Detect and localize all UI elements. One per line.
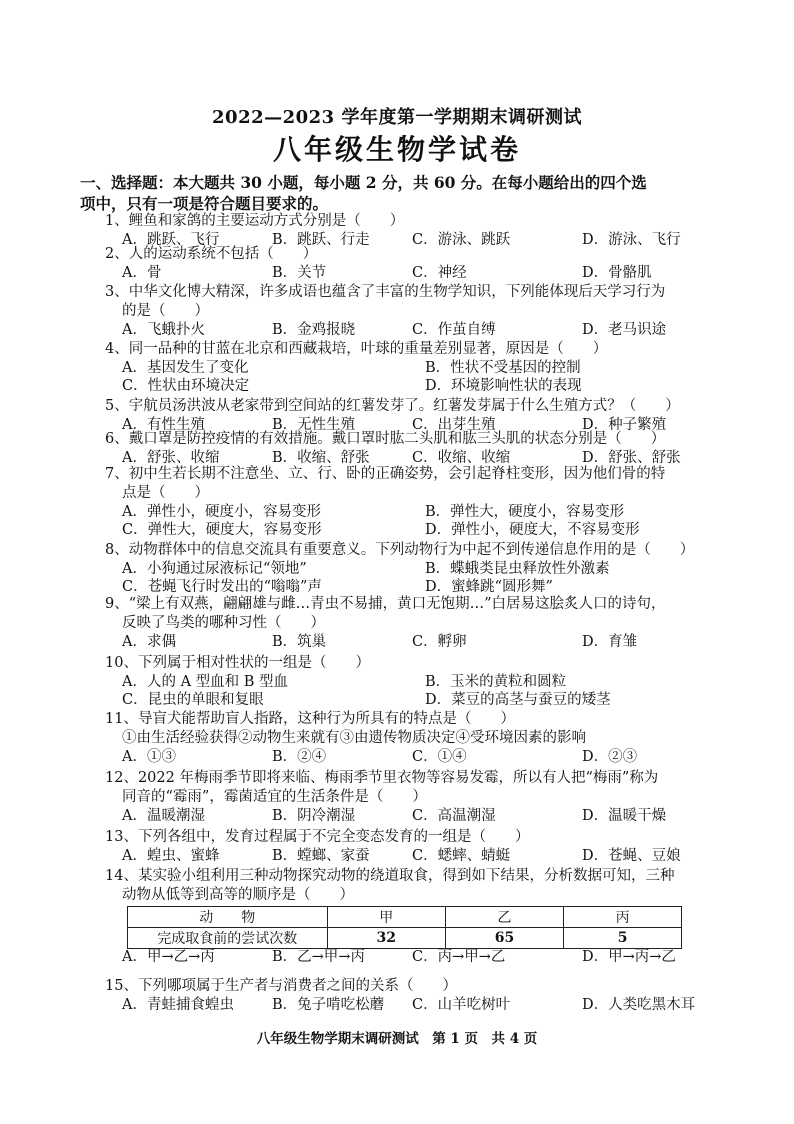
question-9-option[interactable]: A．求偶 bbox=[122, 634, 176, 650]
section-intro-line-2: 项中，只有一项是符合题目要求的。 bbox=[80, 194, 329, 213]
question-12-stem-line: 12、2022 年梅雨季节即将来临、梅雨季节里衣物等容易发霉，所以有人把“梅雨”称为 bbox=[105, 770, 659, 786]
question-3-option[interactable]: D．老马识途 bbox=[582, 322, 667, 338]
question-8-stem-line: 8、动物群体中的信息交流具有重要意义。下列动物行为中起不到传递信息作用的是（ ） bbox=[105, 542, 695, 558]
question-2-option[interactable]: A．骨 bbox=[122, 265, 162, 281]
question-5-option[interactable]: D．种子繁殖 bbox=[582, 417, 667, 433]
section-instructions bbox=[80, 172, 730, 214]
question-7-option[interactable]: B．弹性大，硬度小，容易变形 bbox=[425, 504, 625, 520]
question-1-option[interactable]: D．游泳、飞行 bbox=[582, 232, 681, 248]
question-10-stem-line: 10、下列属于相对性状的一组是（ ） bbox=[105, 655, 370, 671]
question-12-option[interactable]: D．温暖干燥 bbox=[582, 808, 667, 824]
table-header-row bbox=[128, 907, 682, 928]
question-6-option[interactable]: C．收缩、收缩 bbox=[412, 450, 511, 466]
question-2-stem-line: 2、人的运动系统不包括（ ） bbox=[105, 246, 318, 262]
question-13-option[interactable]: D．苍蝇、豆娘 bbox=[582, 848, 681, 864]
question-3-option[interactable]: A．飞蛾扑火 bbox=[122, 322, 205, 338]
question-2-option[interactable]: D．骨骼肌 bbox=[582, 265, 652, 281]
table-header-cell: 动 物 bbox=[128, 907, 328, 928]
question-5-option[interactable]: B．无性生殖 bbox=[272, 417, 356, 433]
question-7-option[interactable]: D．弹性小，硬度大，不容易变形 bbox=[425, 522, 640, 538]
question-3-stem-line: 3、中华文化博大精深，许多成语也蕴含了丰富的生物学知识，下列能体现后天学习行为 bbox=[105, 284, 666, 300]
table-row bbox=[128, 928, 682, 949]
question-12-option[interactable]: A．温暖潮湿 bbox=[122, 808, 205, 824]
question-11-stem-line: 11、导盲犬能帮助盲人指路，这种行为所具有的特点是（ ） bbox=[105, 711, 515, 727]
question-3-option[interactable]: C．作茧自缚 bbox=[412, 322, 496, 338]
question-14-option[interactable]: C．丙→甲→乙 bbox=[412, 949, 506, 965]
question-12-stem-line: 同音的“霉雨”，霉菌适宜的生活条件是（ ） bbox=[122, 789, 427, 805]
question-10-option[interactable]: C．昆虫的单眼和复眼 bbox=[122, 692, 264, 708]
question-7-stem-line: 7、初中生若长期不注意坐、立、行、卧的正确姿势，会引起脊柱变形，因为他们骨的特 bbox=[105, 466, 666, 482]
question-5-option[interactable]: C．出芽生殖 bbox=[412, 417, 496, 433]
table-header-cell: 丙 bbox=[564, 907, 682, 928]
question-11-option[interactable]: A．①③ bbox=[122, 749, 176, 765]
question-15-option[interactable]: D．人类吃黑木耳 bbox=[582, 997, 696, 1013]
question-3-option[interactable]: B．金鸡报晓 bbox=[272, 322, 356, 338]
question-14-option[interactable]: A．甲→乙→丙 bbox=[122, 949, 215, 965]
question-8-option[interactable]: B．蝶蛾类昆虫释放性外激素 bbox=[425, 561, 610, 577]
question-4-option[interactable]: B．性状不受基因的控制 bbox=[425, 360, 581, 376]
question-5-stem-line: 5、宇航员汤洪波从老家带到空间站的红薯发芽了。红薯发芽属于什么生殖方式？（ ） bbox=[105, 398, 680, 414]
question-13-option[interactable]: B．螳螂、家蚕 bbox=[272, 848, 370, 864]
question-14-stem-line: 动物从低等到高等的顺序是（ ） bbox=[122, 887, 354, 903]
question-7-option[interactable]: A．弹性小，硬度小，容易变形 bbox=[122, 504, 321, 520]
question-9-stem-line: 9、“梁上有双燕，翩翩雄与雌…青虫不易捕，黄口无饱期…”白居易这脍炙人口的诗句， bbox=[105, 596, 666, 612]
question-13-option[interactable]: C．蟋蟀、蜻蜓 bbox=[412, 848, 511, 864]
question-8-option[interactable]: A．小狗通过尿液标记“领地” bbox=[122, 561, 307, 577]
question-9-option[interactable]: D．育雏 bbox=[582, 634, 638, 650]
question-7-option[interactable]: C．弹性大，硬度大，容易变形 bbox=[122, 522, 322, 538]
question-10-option[interactable]: D．菜豆的高茎与蚕豆的矮茎 bbox=[425, 692, 611, 708]
question-15-stem-line: 15、下列哪项属于生产者与消费者之间的关系（ ） bbox=[105, 978, 457, 994]
question-9-option[interactable]: B．筑巢 bbox=[272, 634, 327, 650]
question-6-option[interactable]: D．舒张、舒张 bbox=[582, 450, 681, 466]
question-4-option[interactable]: C．性状由环境决定 bbox=[122, 378, 250, 394]
table-cell: 5 bbox=[564, 928, 682, 949]
question-6-stem-line: 6、戴口罩是防控疫情的有效措施。戴口罩时肱二头肌和肱三头肌的状态分别是（ ） bbox=[105, 431, 666, 447]
question-6-option[interactable]: B．收缩、舒张 bbox=[272, 450, 370, 466]
question-4-option[interactable]: D．环境影响性状的表现 bbox=[425, 378, 582, 394]
question-2-option[interactable]: B．关节 bbox=[272, 265, 327, 281]
table-cell: 完成取食前的尝试次数 bbox=[128, 928, 328, 949]
page-footer: 八年级生物学期末调研测试 第 1 页 共 4 页 bbox=[256, 1031, 538, 1047]
question-15-option[interactable]: C．山羊吃树叶 bbox=[412, 997, 511, 1013]
question-14-table bbox=[127, 906, 682, 949]
question-14-option[interactable]: D．甲→丙→乙 bbox=[582, 949, 676, 965]
question-1-option[interactable]: B．跳跃、行走 bbox=[272, 232, 370, 248]
question-8-option[interactable]: D．蜜蜂跳“圆形舞” bbox=[425, 579, 553, 595]
question-3-stem-line: 的是（ ） bbox=[122, 303, 209, 319]
question-12-option[interactable]: C．高温潮湿 bbox=[412, 808, 496, 824]
question-1-option[interactable]: A．跳跃、飞行 bbox=[122, 232, 220, 248]
question-1-stem-line: 1、鲤鱼和家鸽的主要运动方式分别是（ ） bbox=[105, 213, 405, 229]
table-header-cell: 甲 bbox=[327, 907, 445, 928]
table-cell: 65 bbox=[445, 928, 563, 949]
question-10-option[interactable]: A．人的 A 型血和 B 型血 bbox=[122, 674, 289, 690]
question-14-stem-line: 14、某实验小组利用三种动物探究动物的绕道取食，得到如下结果，分析数据可知，三种 bbox=[105, 868, 675, 884]
question-15-option[interactable]: A．青蛙捕食蝗虫 bbox=[122, 997, 234, 1013]
question-5-option[interactable]: A．有性生殖 bbox=[122, 417, 205, 433]
question-9-stem-line: 反映了鸟类的哪种习性（ ） bbox=[122, 615, 325, 631]
question-7-stem-line: 点是（ ） bbox=[122, 485, 209, 501]
question-11-stem-line: ①由生活经验获得②动物生来就有③由遗传物质决定④受环境因素的影响 bbox=[122, 730, 586, 746]
question-13-option[interactable]: A．蝗虫、蜜蜂 bbox=[122, 848, 220, 864]
exam-paper-title: 八年级生物学试卷 bbox=[272, 133, 521, 166]
question-11-option[interactable]: D．②③ bbox=[582, 749, 638, 765]
question-10-option[interactable]: B．玉米的黄粒和圆粒 bbox=[425, 674, 567, 690]
question-12-option[interactable]: B．阴冷潮湿 bbox=[272, 808, 356, 824]
table-cell: 32 bbox=[327, 928, 445, 949]
table-header-cell: 乙 bbox=[445, 907, 563, 928]
question-8-option[interactable]: C．苍蝇飞行时发出的“嗡嗡”声 bbox=[122, 579, 322, 595]
question-15-option[interactable]: B．兔子啃吃松蘑 bbox=[272, 997, 385, 1013]
question-11-option[interactable]: C．①④ bbox=[412, 749, 467, 765]
question-1-option[interactable]: C．游泳、跳跃 bbox=[412, 232, 511, 248]
question-4-stem-line: 4、同一品种的甘蓝在北京和西藏栽培，叶球的重量差别显著，原因是（ ） bbox=[105, 341, 608, 357]
section-intro-line-1: 一、选择题：本大题共 30 小题，每小题 2 分，共 60 分。在每小题给出的四个选 bbox=[80, 173, 647, 192]
exam-session-title: 2022—2023 学年度第一学期期末调研测试 bbox=[212, 107, 582, 128]
question-2-option[interactable]: C．神经 bbox=[412, 265, 467, 281]
question-9-option[interactable]: C．孵卵 bbox=[412, 634, 467, 650]
question-6-option[interactable]: A．舒张、收缩 bbox=[122, 450, 220, 466]
question-14-option[interactable]: B．乙→甲→丙 bbox=[272, 949, 365, 965]
question-13-stem-line: 13、下列各组中，发育过程属于不完全变态发育的一组是（ ） bbox=[105, 829, 530, 845]
question-4-option[interactable]: A．基因发生了变化 bbox=[122, 360, 249, 376]
question-11-option[interactable]: B．②④ bbox=[272, 749, 327, 765]
